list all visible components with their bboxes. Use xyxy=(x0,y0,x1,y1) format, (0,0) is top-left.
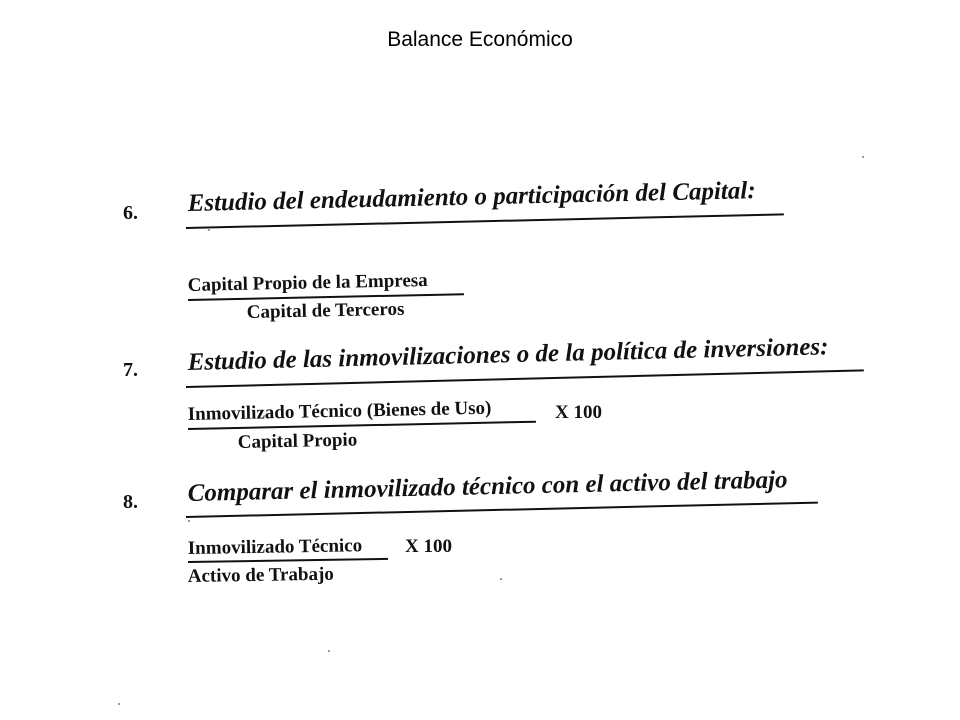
scan-speck xyxy=(500,578,502,580)
section-8-numerator: Inmovilizado Técnico xyxy=(187,535,363,560)
section-6-denominator: Capital de Terceros xyxy=(246,298,405,324)
section-7-heading: Estudio de las inmovilizaciones o de la política de inversiones: xyxy=(187,333,829,377)
slide-title: Balance Económico xyxy=(387,28,573,51)
scan-speck xyxy=(862,156,864,158)
scan-speck xyxy=(328,650,330,652)
section-6-numerator: Capital Propio de la Empresa xyxy=(187,269,428,297)
scan-speck xyxy=(118,703,120,705)
section-6-heading: Estudio del endeudamiento o participación del Capital: xyxy=(187,177,756,218)
section-8-multiplier: X 100 xyxy=(405,536,452,557)
section-8-heading: Comparar el inmovilizado técnico con el activo del trabajo xyxy=(187,466,788,508)
section-7-numerator: Inmovilizado Técnico (Bienes de Uso) xyxy=(187,397,492,426)
section-8-number: 8. xyxy=(123,491,138,513)
section-7-denominator: Capital Propio xyxy=(237,429,358,454)
section-7-number: 7. xyxy=(123,359,138,381)
scan-speck xyxy=(208,229,210,231)
section-7-multiplier: X 100 xyxy=(555,402,602,423)
section-6-number: 6. xyxy=(123,202,138,224)
scan-speck xyxy=(188,520,190,522)
section-8-denominator: Activo de Trabajo xyxy=(187,563,334,588)
